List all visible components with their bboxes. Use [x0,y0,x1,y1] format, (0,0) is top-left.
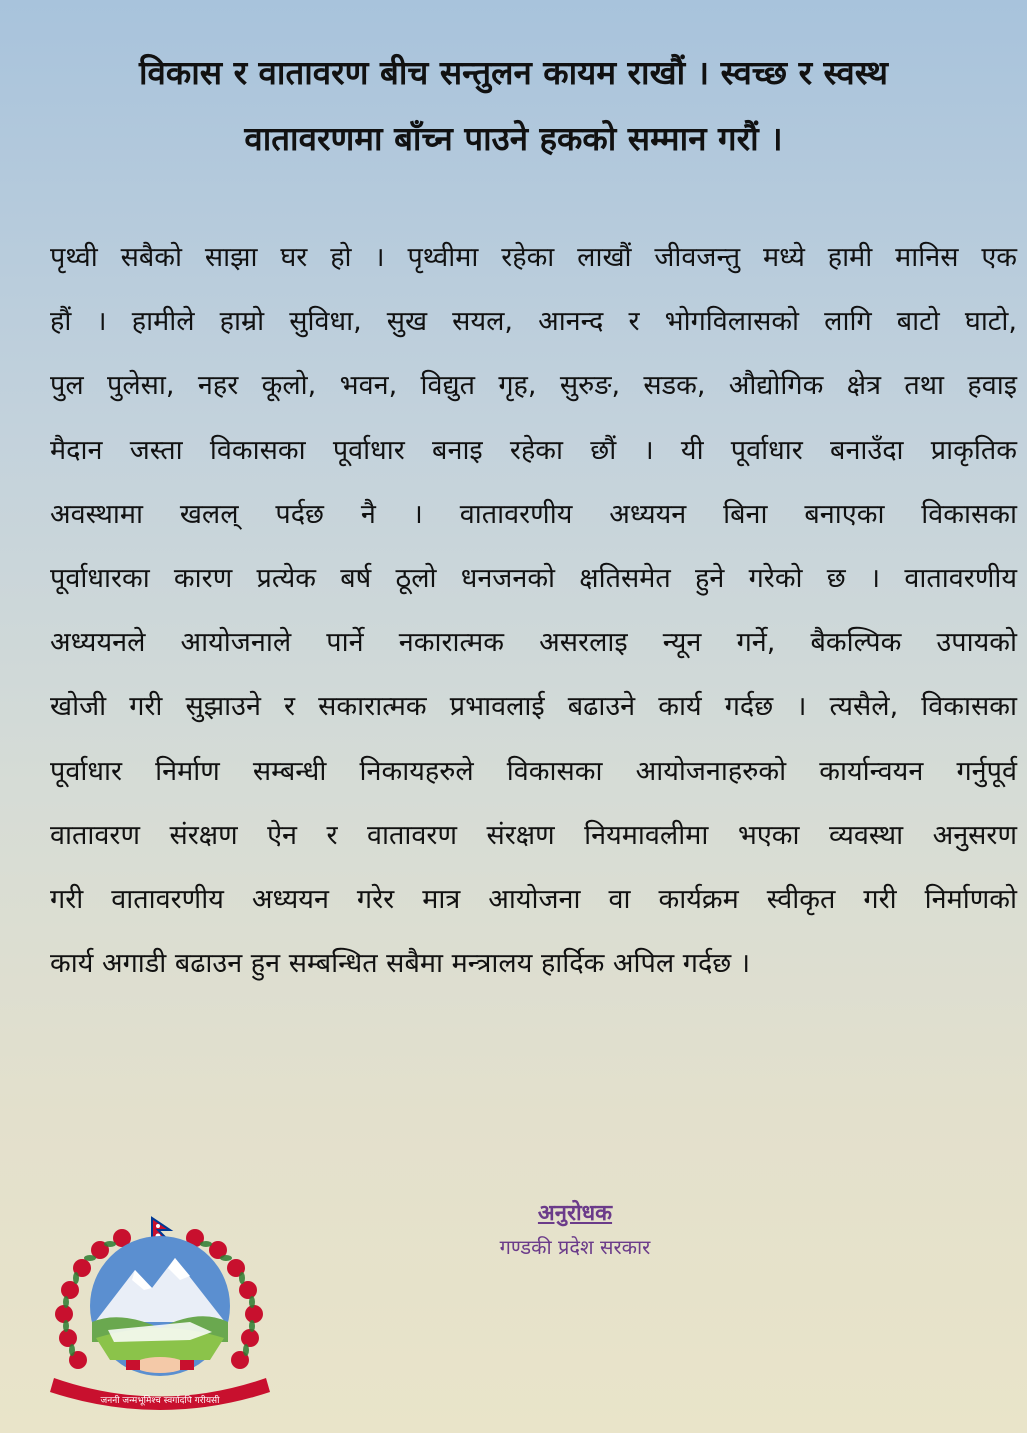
body-line: गरी वातावरणीय अध्ययन गरेर मात्र आयोजना वा कार्यक्रम स्वीकृत गरी निर्माणको [50,883,1017,915]
headline-line-1: विकास र वातावरण बीच सन्तुलन कायम राखौं । स्वच्छ र स्वस्थ [138,53,888,92]
emblem-motto: जननी जन्मभूमिश्च स्वर्गादपि गरीयसी [100,1396,220,1406]
notice-body [50,226,1017,996]
body-line: हौं । हामीले हाम्रो सुविधा, सुख सयल, आनन्द र भोगविलासको लागि बाटो घाटो, [50,306,1017,338]
headline [30,40,997,172]
body-line: अवस्थामा खलल् पर्दछ नै । वातावरणीय अध्ययन बिना बनाएका विकासका [50,498,1017,530]
signoff [440,1196,710,1264]
headline-line-2: वातावरणमा बाँच्न पाउने हकको सम्मान गरौं । [244,119,783,158]
body-line: पृथ्वी सबैको साझा घर हो । पृथ्वीमा रहेका लाखौं जीवजन्तु मध्ये हामी मानिस एक [50,242,1017,273]
requester-label: अनुरोधक [537,1200,613,1226]
body-line: खोजी गरी सुझाउने र सकारात्मक प्रभावलाई बढाउने कार्य गर्दछ । त्यसैले, विकासका [50,691,1017,723]
body-line: मैदान जस्ता विकासका पूर्वाधार बनाइ रहेका छौं । यी पूर्वाधार बनाउँदा प्राकृतिक [50,434,1017,466]
body-line: कार्य अगाडी बढाउन हुन सम्बन्धित सबैमा मन्त्रालय हार्दिक अपिल गर्दछ । [50,948,751,980]
body-line: पुल पुलेसा, नहर कूलो, भवन, विद्युत गृह, सुरुङ, सडक, औद्योगिक क्षेत्र तथा हवाइ [50,370,1017,402]
body-line: पूर्वाधारका कारण प्रत्येक बर्ष ठूलो धनजनको क्षतिसमेत हुने गरेको छ । वातावरणीय [50,562,1017,594]
body-line: पूर्वाधार निर्माण सम्बन्धी निकायहरुले विकासका आयोजनाहरुको कार्यान्वयन गर्नुपूर्व [50,755,1017,787]
government-name: गण्डकी प्रदेश सरकार [499,1235,651,1259]
nepal-emblem-icon [40,1210,280,1425]
body-line: वातावरण संरक्षण ऐन र वातावरण संरक्षण नियमावलीमा भएका व्यवस्था अनुसरण [50,819,1017,851]
body-line: अध्ययनले आयोजनाले पार्ने नकारात्मक असरलाइ न्यून गर्ने, बैकल्पिक उपायको [50,627,1017,659]
